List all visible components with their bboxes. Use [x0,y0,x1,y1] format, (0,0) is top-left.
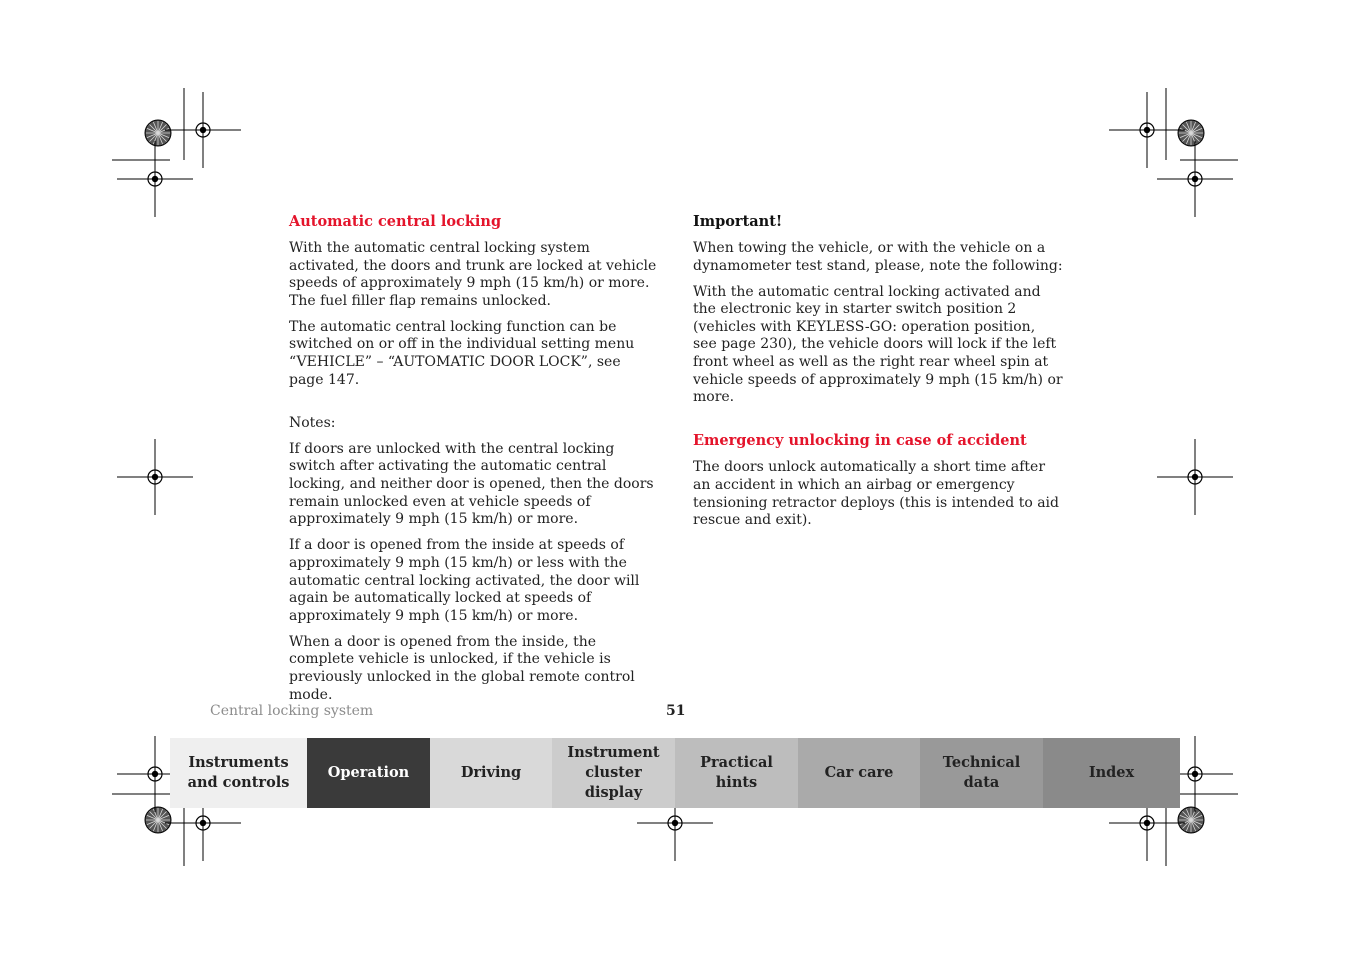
paragraph: When towing the vehicle, or with the vehicle on a dynamometer test stand, please, note the following: [693,240,1063,274]
tab-car-care[interactable] [798,738,920,808]
tab-label: Index [1088,764,1135,781]
tab-label: Instrument [567,744,660,761]
tab-technical-data[interactable] [920,738,1043,808]
tab-label: cluster display [584,764,643,801]
page-number: 51 [666,703,686,719]
footer-section-title: Central locking system [210,703,374,719]
paragraph: If a door is opened from the inside at speeds of approximately 9 mph (15 km/h) or less with the automatic central locking activated, the door will again be automatically locked at speeds of approximately 9 mph (15 km/h) or more. [289,537,640,624]
tab-index[interactable] [1043,738,1180,808]
tab-practical-hints[interactable] [675,738,798,808]
paragraph: With the automatic central locking system activated, the doors and trunk are locked at vehicle speeds of approximately 9 mph (15 km/h) or more. The fuel filler flap remains unlocked. [289,240,657,309]
tab-label: data [963,774,1000,791]
tab-instrument-cluster-display[interactable] [552,738,675,808]
tab-label: and controls [187,774,290,791]
paragraph: If doors are unlocked with the central locking switch after activating the automatic central locking, and neither door is opened, then the doors remain unlocked even at vehicle speeds of approximately 9 mph (15 km/h) or more. [289,440,654,528]
paragraph: With the automatic central locking activated and the electronic key in starter switch position 2 (vehicles with KEYLESS-GO: operation position, see page 230), the vehicle doors will lock if the left front wheel as well as the right rear wheel spin at vehicle speeds of approximately 9 mph (15 km/h) or more. [693,283,1063,406]
right-column [693,213,1063,538]
tab-label: Car care [824,764,894,781]
section-heading: Automatic central locking [289,213,502,230]
tab-label: Instruments [188,754,289,771]
tab-label: Operation [327,764,410,781]
paragraph: When a door is opened from the inside, the complete vehicle is unlocked, if the vehicle is previously unlocked in the global remote control mode. [289,633,635,703]
chapter-nav [170,738,1180,808]
left-column [289,213,659,713]
important-heading: Important! [693,213,783,230]
tab-label: Driving [460,764,522,781]
tab-label: Practical hints [700,754,773,791]
paragraph: The doors unlock automatically a short time after an accident in which an airbag or emergency tensioning retractor deploys (this is intended to aid rescue and exit). [693,459,1059,529]
tab-instruments-and-controls[interactable] [170,738,307,808]
paragraph: The automatic central locking function can be switched on or off in the individual setting menu “VEHICLE” – “AUTOMATIC DOOR LOCK”, see page 147. [289,318,635,388]
notes-label: Notes: [289,414,336,431]
tab-operation[interactable] [307,738,430,808]
tab-label: Technical [942,754,1021,771]
tab-driving[interactable] [430,738,552,808]
section-heading: Emergency unlocking in case of accident [693,432,1027,450]
